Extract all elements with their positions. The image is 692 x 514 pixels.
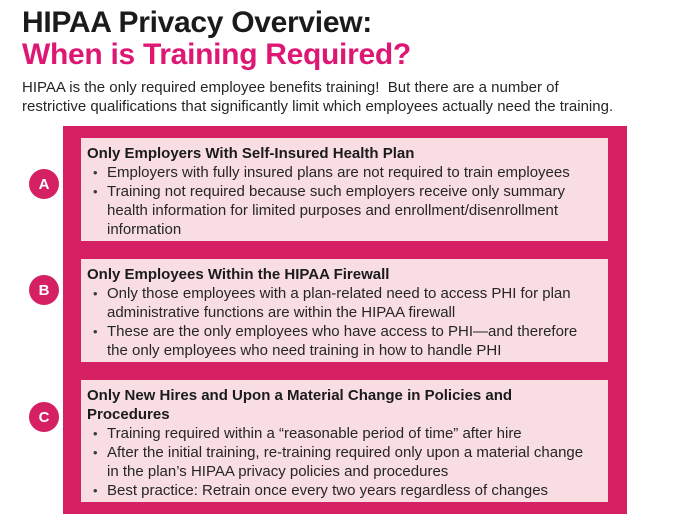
section-label-b xyxy=(29,275,59,305)
page-title: HIPAA Privacy Overview: xyxy=(22,6,372,39)
bullet-text: Training required within a “reasonable period of time” after hire xyxy=(107,425,522,442)
bullet-text: Only those employees with a plan-related need to access PHI for plan administrative functions are within the HIPAA firewall xyxy=(107,285,571,321)
section-title: Only New Hires and Upon a Material Change in Policies and Procedures xyxy=(87,387,513,423)
bullet-icon: • xyxy=(93,286,98,301)
bullet-item xyxy=(87,182,598,239)
section-label-text: A xyxy=(38,175,50,193)
bullet-text: Employers with fully insured plans are not required to train employees xyxy=(107,164,570,181)
bullet-item xyxy=(87,284,598,322)
slide-header xyxy=(22,6,682,116)
intro-text xyxy=(22,78,682,116)
section-label-text: B xyxy=(38,281,50,299)
section-label-c xyxy=(29,402,59,432)
bullet-item xyxy=(87,322,598,360)
bullet-text: Training not required because such employers receive only summary health information for limited purposes and enrollment/disenrollment information xyxy=(107,183,565,238)
bullet-icon: • xyxy=(93,184,98,199)
section-title: Only Employees Within the HIPAA Firewall xyxy=(87,266,390,283)
bullet-icon: • xyxy=(93,165,98,180)
bullet-item xyxy=(87,443,598,481)
bullet-text: Best practice: Retrain once every two years regardless of changes xyxy=(107,482,549,499)
section-card-c xyxy=(81,380,608,502)
section-label-text: C xyxy=(38,408,50,426)
intro-line-1: HIPAA is the only required employee benefits training! But there are a number of xyxy=(22,79,559,96)
bullet-item xyxy=(87,424,598,443)
page-subtitle: When is Training Required? xyxy=(22,38,411,71)
bullet-icon: • xyxy=(93,483,98,498)
bullet-text: These are the only employees who have access to PHI—and therefore the only employees who need training in how to handle PHI xyxy=(107,323,578,359)
bullet-item xyxy=(87,481,598,500)
bullet-icon: • xyxy=(93,445,98,460)
section-card-b xyxy=(81,259,608,362)
section-title: Only Employers With Self-Insured Health Plan xyxy=(87,145,415,162)
sections-frame xyxy=(63,126,627,514)
section-label-a xyxy=(29,169,59,199)
intro-line-2: restrictive qualifications that significantly limit which employees actually need the training. xyxy=(22,98,614,115)
bullet-text: After the initial training, re-training required only upon a material change in the plan’s HIPAA privacy policies and procedures xyxy=(107,444,584,480)
bullet-icon: • xyxy=(93,324,98,339)
section-card-a xyxy=(81,138,608,241)
bullet-icon: • xyxy=(93,426,98,441)
bullet-item xyxy=(87,163,598,182)
